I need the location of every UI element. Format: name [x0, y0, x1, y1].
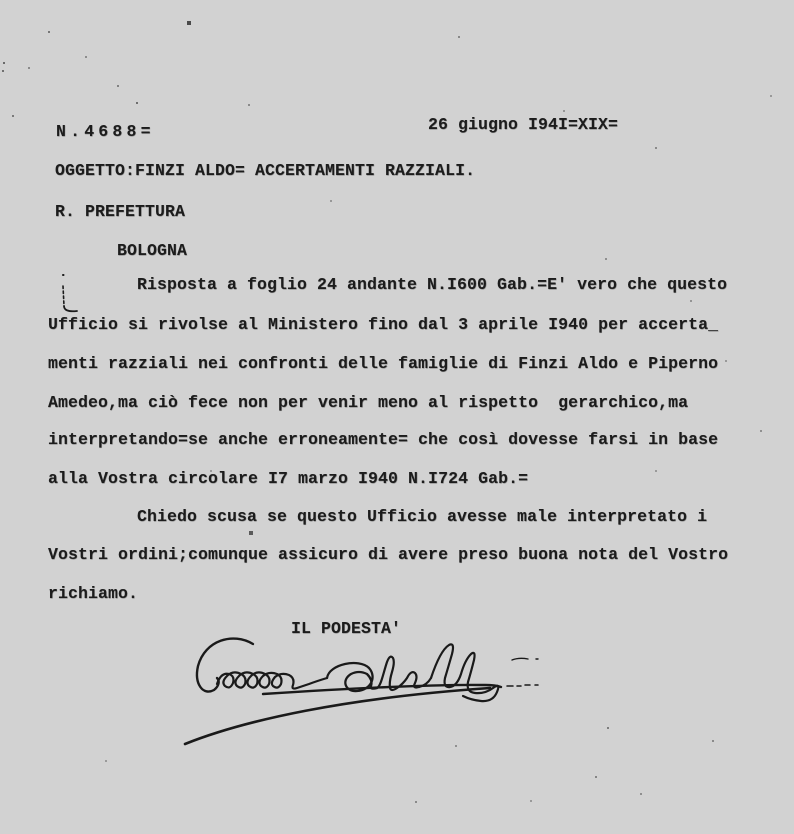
body-line: Amedeo,ma ciò fece non per venir meno al rispetto gerarchico,ma: [48, 393, 689, 412]
signer-title: IL PODESTA': [291, 619, 402, 638]
body-line: Chiedo scusa se questo Ufficio avesse male interpretato i: [137, 507, 708, 526]
body-line: richiamo.: [48, 584, 139, 603]
body-line: menti razziali nei confronti delle famiglie di Finzi Aldo e Piperno: [48, 354, 719, 373]
body-line: alla Vostra circolare I7 marzo I940 N.I724 Gab.=: [48, 469, 529, 488]
body-line: Vostri ordini;comunque assicuro di avere preso buona nota del Vostro: [48, 545, 729, 564]
date-line: 26 giugno I94I=XIX=: [428, 115, 619, 134]
addressee: R. PREFETTURA: [55, 202, 186, 221]
addressee-city: BOLOGNA: [117, 241, 188, 260]
subject-line: OGGETTO:FINZI ALDO= ACCERTAMENTI RAZZIALI.: [55, 161, 476, 180]
body-line: Ufficio si rivolse al Ministero fino dal 3 aprile I940 per accerta_: [48, 315, 719, 334]
signature: [145, 628, 605, 803]
stray-ink-mark: [56, 270, 82, 318]
scan-noise: [0, 0, 2, 2]
protocol-number: N.4688=: [56, 122, 155, 141]
body-line: interpretando=se anche erroneamente= che così dovesse farsi in base: [48, 430, 719, 449]
body-line: Risposta a foglio 24 andante N.I600 Gab.=E' vero che questo: [137, 275, 728, 294]
